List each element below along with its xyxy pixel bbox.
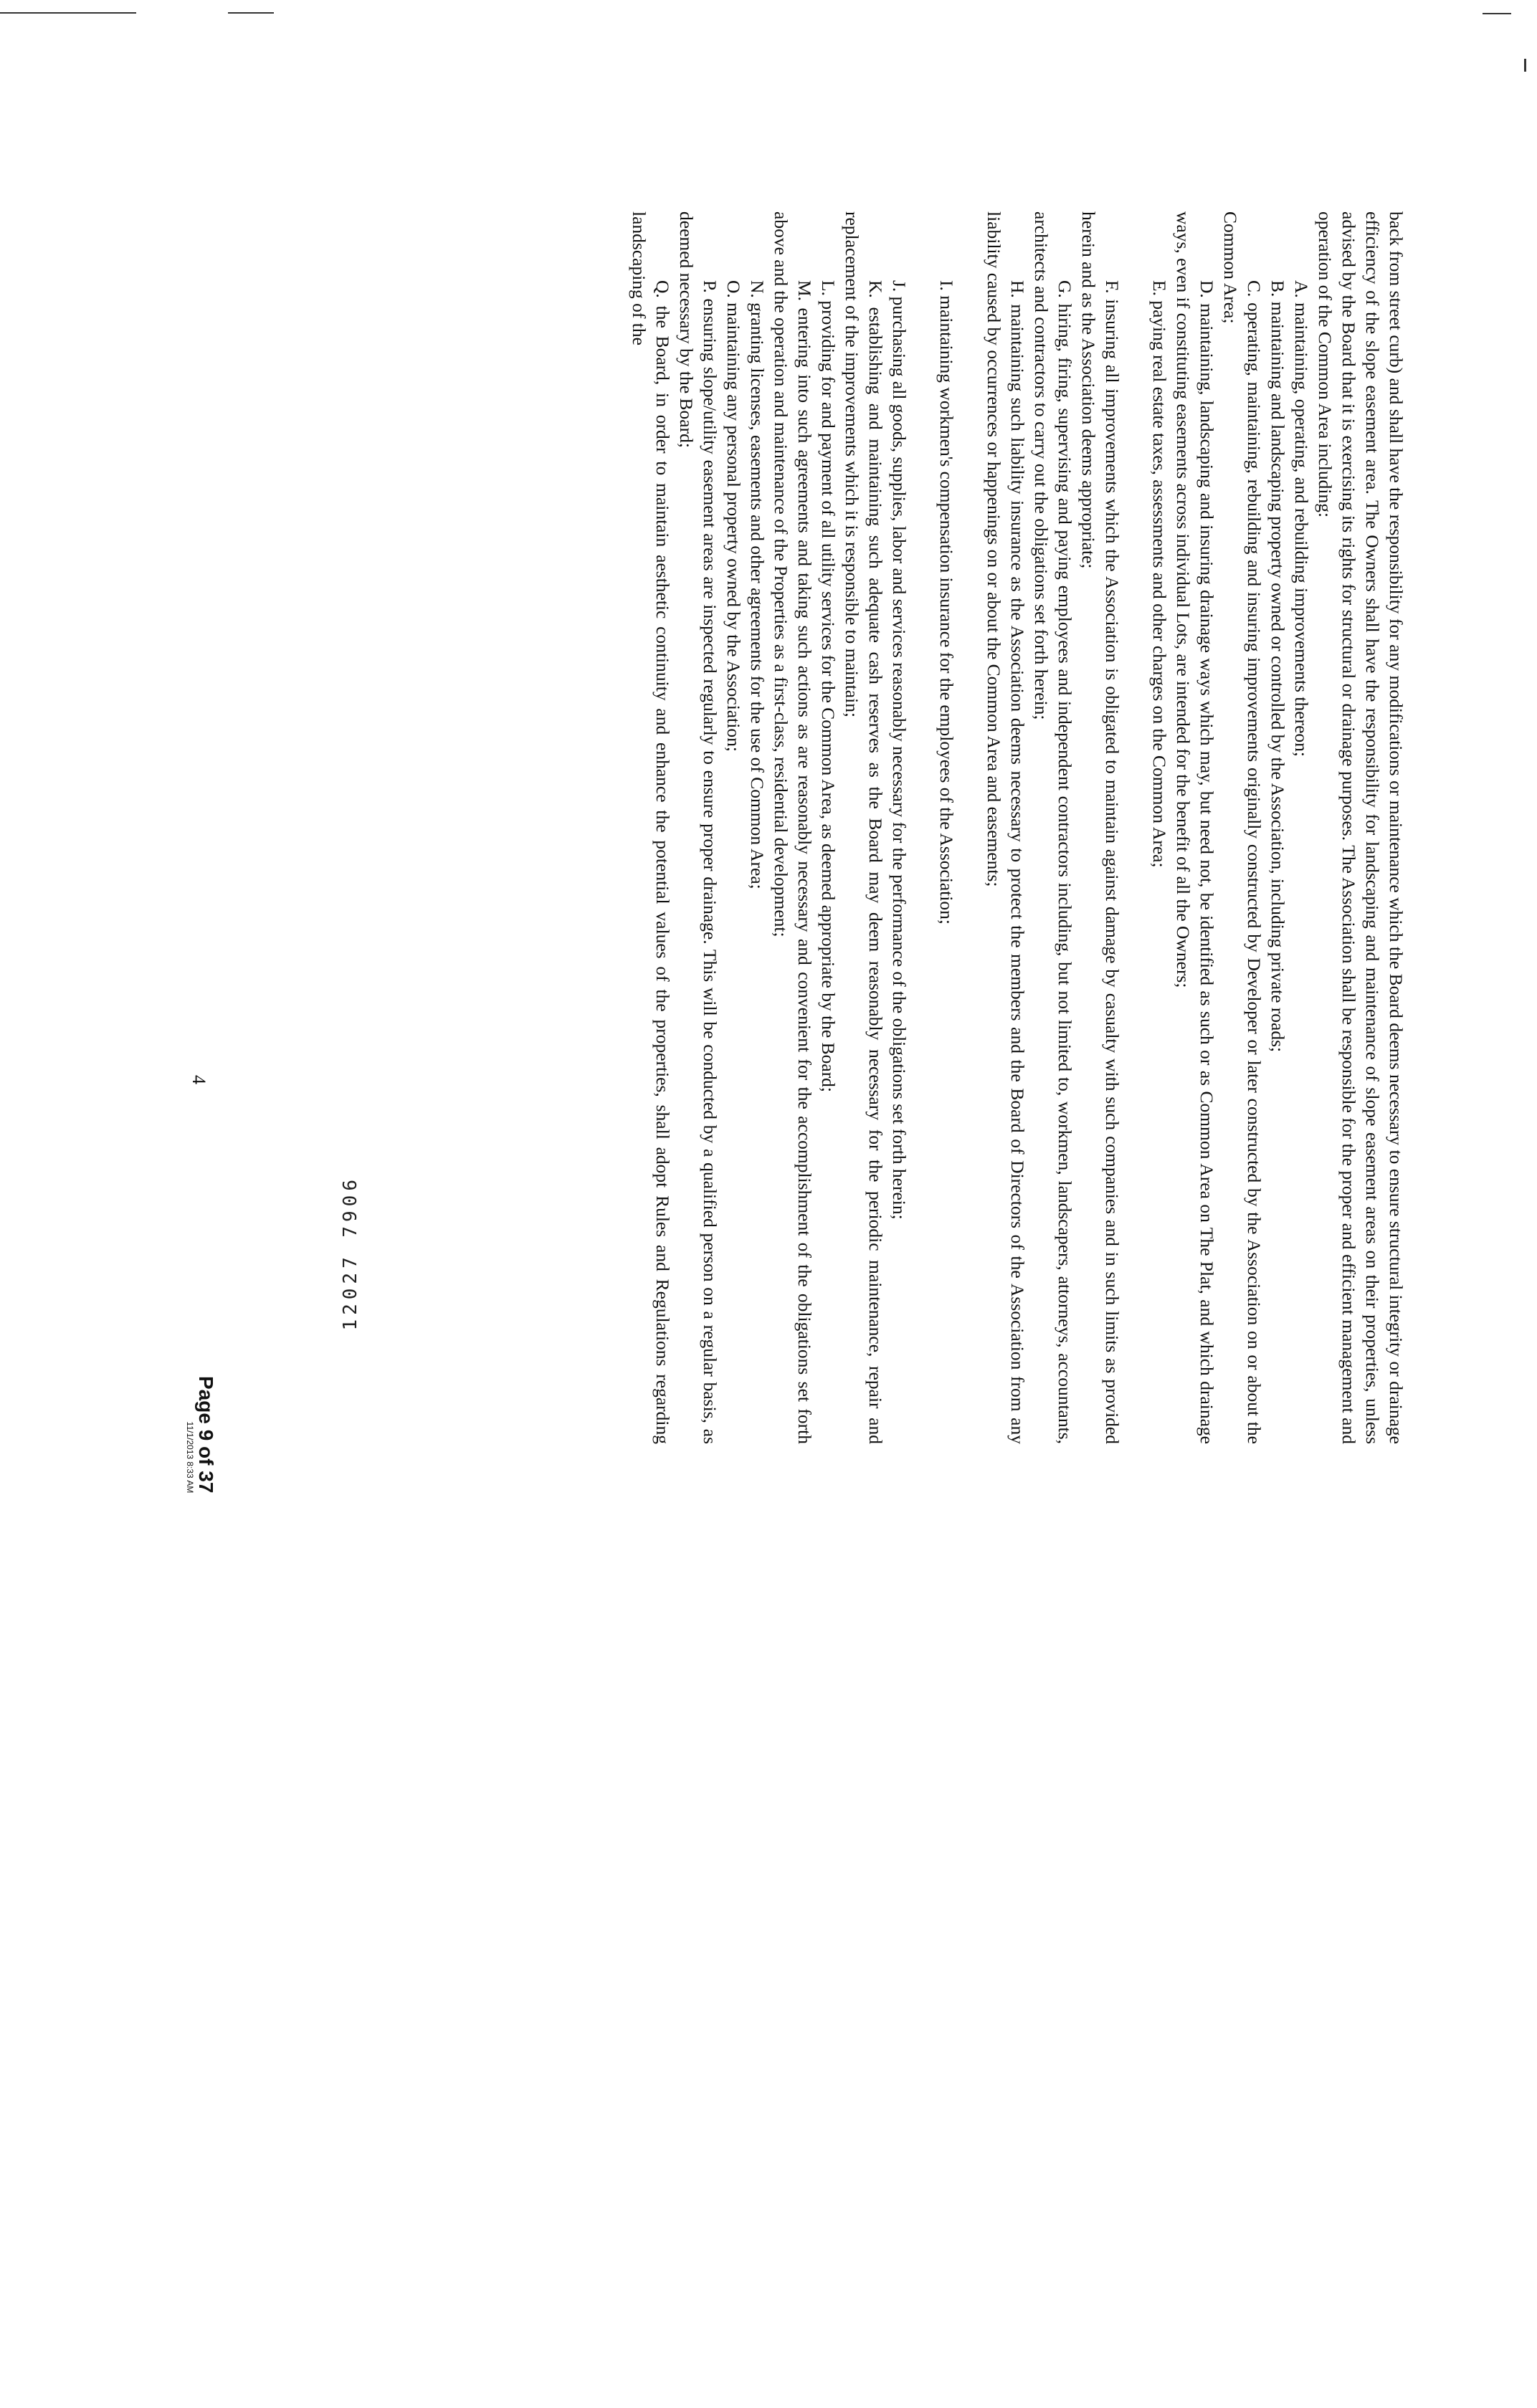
body-text [627, 211, 1408, 1444]
list-item: L. providing for and payment of all utility services for the Common Area, as deemed appropriate by the Board; [818, 280, 839, 1093]
list-item: H. maintaining such liability insurance as the Association deems necessary to protect the members and the Board of Directors of the Association from any liability caused by occurrences or happenings on or about the Common Area and easements; [984, 211, 1028, 1444]
list-item: J. purchasing all goods, supplies, labor and services reasonably necessary for the performance of the obligations set forth herein; [889, 280, 910, 1220]
list-item: E. paying real estate taxes, assessments and other charges on the Common Area; [1149, 280, 1170, 868]
footer-date: 11/1/2013 8:33 AM [185, 1421, 195, 1494]
list-item: N. granting licenses, easements and other agreements for the use of Common Area; [747, 280, 768, 889]
list-item: K. establishing and maintaining such adequate cash reserves as the Board may deem reasonably necessary for the periodic maintenance, repair and replacement of the improvements which it is responsible to maintain; [842, 211, 886, 1444]
list-item: G. hiring, firing, supervising and paying employees and independent contractors including, but not limited to, workmen, landscapers, attorneys, accountants, architects and contractors to carry out the obligations set forth herein; [1031, 211, 1075, 1444]
list-item: I. maintaining workmen's compensation insurance for the employees of the Association; [936, 280, 957, 924]
list-item: F. insuring all improvements which the Association is obligated to maintain against damage by casualty with such companies and in such limits as provided herein and as the Association deems appropriate; [1078, 211, 1123, 1444]
list-item: B. maintaining and landscaping property owned or controlled by the Association, including private roads; [1267, 280, 1288, 1053]
footer-page-label: Page 9 of 37 [195, 1376, 217, 1494]
page-footer [185, 1376, 216, 1493]
list-item: P. ensuring slope/utility easement areas are inspected regularly to ensure proper drainage. This will be conducted by a qualified person on a regular basis, as deemed necessary by the Board; [676, 211, 720, 1444]
paragraph: back from street curb) and shall have the responsibility for any modifications or maintenance which the Board deems necessary to ensure structural integrity or drainage efficiency of the slope easement area. The Owners shall have the responsibility for landscaping and maintenance of slope easement areas on their properties, unless advised by the Board that it is exercising its rights for structural or drainage purposes. The Association shall be responsible for the proper and efficient management and operation of the Common Area including: [1315, 211, 1407, 1444]
list-item: Q. the Board, in order to maintain aesthetic continuity and enhance the potential values of the properties, shall adopt Rules and Regulations regarding landscaping of the [629, 211, 673, 1444]
list-item: M. entering into such agreements and taking such actions as are reasonably necessary and convenient for the accomplishment of the obligations set forth above and the operation and maintenance of the Properties as a first-class, residential development; [771, 211, 815, 1444]
list-item: D. maintaining, landscaping and insuring drainage ways which may, but need not, be identified as such or as Common Area on The Plat, and which drainage ways, even if constituting easements across individual Lots, are intended for the benefit of all the Owners; [1173, 211, 1217, 1444]
page-number: 4 [189, 1075, 209, 1084]
recording-stamp: 12027 7906 [340, 1175, 361, 1331]
list-item: A. maintaining, operating, and rebuilding improvements thereon; [1291, 280, 1312, 757]
list-item: C. operating, maintaining, rebuilding and insuring improvements originally constructed by Developer or later constructed by the Association on or about the Common Area; [1220, 211, 1265, 1444]
list-item: O. maintaining any personal property owned by the Association; [723, 280, 744, 752]
